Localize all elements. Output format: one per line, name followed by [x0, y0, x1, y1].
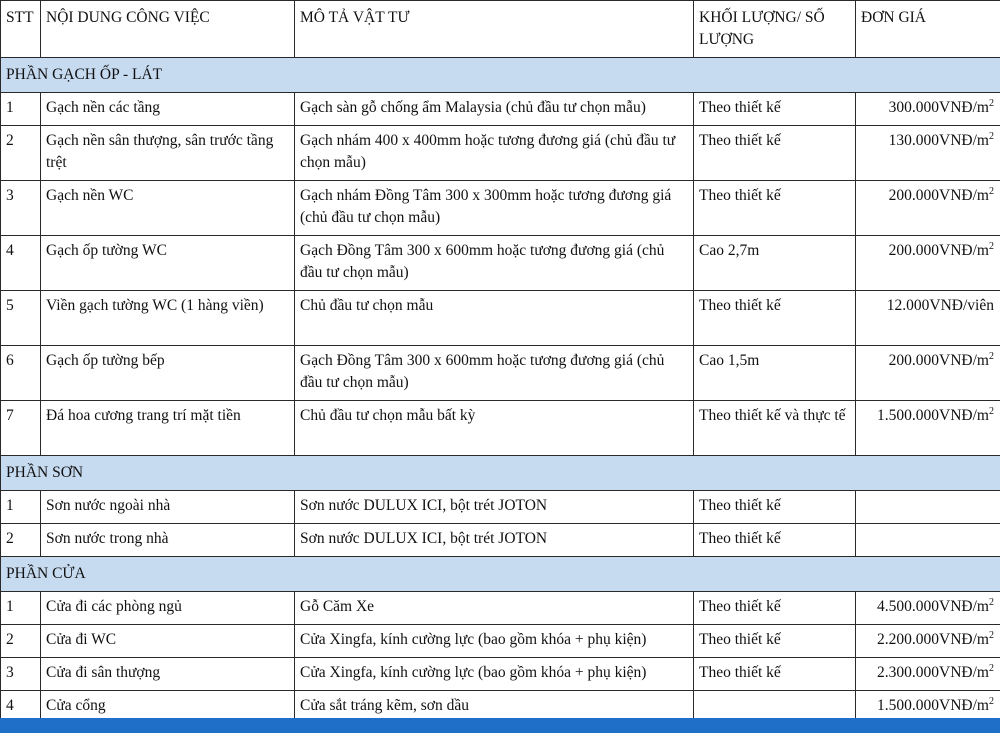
- cell-stt: 3: [1, 181, 41, 236]
- cell-stt: 1: [1, 93, 41, 126]
- cell-material: Cửa Xingfa, kính cường lực (bao gồm khóa + phụ kiện): [295, 658, 694, 691]
- table-row: [1, 346, 1000, 401]
- cell-task: Viền gạch tường WC (1 hàng viền): [41, 291, 295, 346]
- cell-price: [856, 524, 1000, 557]
- table-row: [1, 491, 1000, 524]
- cell-material: Sơn nước DULUX ICI, bột trét JOTON: [295, 491, 694, 524]
- cell-stt: 4: [1, 236, 41, 291]
- cell-quantity: Theo thiết kế: [694, 93, 856, 126]
- cell-quantity: Theo thiết kế: [694, 291, 856, 346]
- cell-stt: 3: [1, 658, 41, 691]
- header-task: NỘI DUNG CÔNG VIỆC: [41, 1, 295, 58]
- cell-material: Chủ đầu tư chọn mẫu: [295, 291, 694, 346]
- table-row: [1, 592, 1000, 625]
- cell-material: Cửa Xingfa, kính cường lực (bao gồm khóa + phụ kiện): [295, 625, 694, 658]
- section-row: [1, 557, 1000, 592]
- cell-price: $2.300.000VNĐ/m^2$: [856, 658, 1000, 691]
- cell-task: Gạch nền sân thượng, sân trước tầng trệt: [41, 126, 295, 181]
- cell-material: Gạch nhám Đồng Tâm 300 x 300mm hoặc tương đương giá (chủ đầu tư chọn mẫu): [295, 181, 694, 236]
- section-row: [1, 456, 1000, 491]
- cell-material: Gạch Đồng Tâm 300 x 600mm hoặc tương đương giá (chủ đầu tư chọn mẫu): [295, 236, 694, 291]
- cell-stt: 2: [1, 524, 41, 557]
- cell-material: Gạch Đồng Tâm 300 x 600mm hoặc tương đương giá (chủ đầu tư chọn mẫu): [295, 346, 694, 401]
- cell-quantity: Theo thiết kế: [694, 625, 856, 658]
- table-row: [1, 93, 1000, 126]
- cell-quantity: Theo thiết kế: [694, 126, 856, 181]
- cell-task: Gạch ốp tường bếp: [41, 346, 295, 401]
- header-quantity: KHỐI LƯỢNG/ SỐ LƯỢNG: [694, 1, 856, 58]
- cell-task: Gạch nền các tầng: [41, 93, 295, 126]
- cell-material: Gạch nhám 400 x 400mm hoặc tương đương giá (chủ đầu tư chọn mẫu): [295, 126, 694, 181]
- table-header-row: [1, 1, 1000, 58]
- cell-quantity: Theo thiết kế: [694, 592, 856, 625]
- cell-task: Sơn nước trong nhà: [41, 524, 295, 557]
- header-stt: STT: [1, 1, 41, 58]
- cell-price: $300.000VNĐ/m^2$: [856, 93, 1000, 126]
- cell-task: Gạch ốp tường WC: [41, 236, 295, 291]
- cell-quantity: Cao 2,7m: [694, 236, 856, 291]
- header-price: ĐƠN GIÁ: [856, 1, 1000, 58]
- table-row: [1, 181, 1000, 236]
- table-row: [1, 401, 1000, 456]
- cell-quantity: Theo thiết kế: [694, 658, 856, 691]
- cell-quantity: Theo thiết kế: [694, 491, 856, 524]
- cell-quantity: Theo thiết kế và thực tế: [694, 401, 856, 456]
- cell-price: 12.000VNĐ/viên: [856, 291, 1000, 346]
- header-material: MÔ TẢ VẬT TƯ: [295, 1, 694, 58]
- cell-material: Gỗ Căm Xe: [295, 592, 694, 625]
- section-title: PHẦN SƠN: [1, 456, 1000, 491]
- table-row: [1, 658, 1000, 691]
- cell-quantity: Cao 1,5m: [694, 346, 856, 401]
- cell-stt: 2: [1, 126, 41, 181]
- cell-price: $200.000VNĐ/m^2$: [856, 181, 1000, 236]
- cell-price: $130.000VNĐ/m^2$: [856, 126, 1000, 181]
- table-row: [1, 236, 1000, 291]
- section-title: PHẦN GẠCH ỐP - LÁT: [1, 58, 1000, 93]
- table-row: [1, 524, 1000, 557]
- cell-stt: 2: [1, 625, 41, 658]
- cell-material: Cửa sắt tráng kẽm, sơn dầu: [295, 691, 694, 724]
- cell-price: $1.500.000VNĐ/m^2$: [856, 691, 1000, 724]
- table-row: [1, 625, 1000, 658]
- cell-price: $200.000VNĐ/m^2$: [856, 236, 1000, 291]
- cell-price: $4.500.000VNĐ/m^2$: [856, 592, 1000, 625]
- cell-material: Gạch sàn gỗ chống ẩm Malaysia (chủ đầu tư chọn mẫu): [295, 93, 694, 126]
- cell-stt: 6: [1, 346, 41, 401]
- cell-task: Sơn nước ngoài nhà: [41, 491, 295, 524]
- section-row: [1, 58, 1000, 93]
- cell-task: Cửa đi sân thượng: [41, 658, 295, 691]
- cell-stt: 7: [1, 401, 41, 456]
- cell-price: $200.000VNĐ/m^2$: [856, 346, 1000, 401]
- cell-price: $1.500.000VNĐ/m^2$: [856, 401, 1000, 456]
- cell-task: Cửa đi các phòng ngủ: [41, 592, 295, 625]
- section-title: PHẦN CỬA: [1, 557, 1000, 592]
- cell-price: [856, 491, 1000, 524]
- cell-quantity: Theo thiết kế: [694, 524, 856, 557]
- table-row: [1, 291, 1000, 346]
- cell-task: Gạch nền WC: [41, 181, 295, 236]
- cell-task: Cửa đi WC: [41, 625, 295, 658]
- cell-quantity: Theo thiết kế: [694, 181, 856, 236]
- cell-task: Cửa cổng: [41, 691, 295, 724]
- bottom-accent-bar: [0, 718, 1000, 733]
- cell-stt: 5: [1, 291, 41, 346]
- cell-stt: 1: [1, 592, 41, 625]
- cell-task: Đá hoa cương trang trí mặt tiền: [41, 401, 295, 456]
- cell-material: Sơn nước DULUX ICI, bột trét JOTON: [295, 524, 694, 557]
- cell-price: $2.200.000VNĐ/m^2$: [856, 625, 1000, 658]
- cell-stt: 4: [1, 691, 41, 724]
- cell-stt: 1: [1, 491, 41, 524]
- table-row: [1, 126, 1000, 181]
- cell-material: Chủ đầu tư chọn mẫu bất kỳ: [295, 401, 694, 456]
